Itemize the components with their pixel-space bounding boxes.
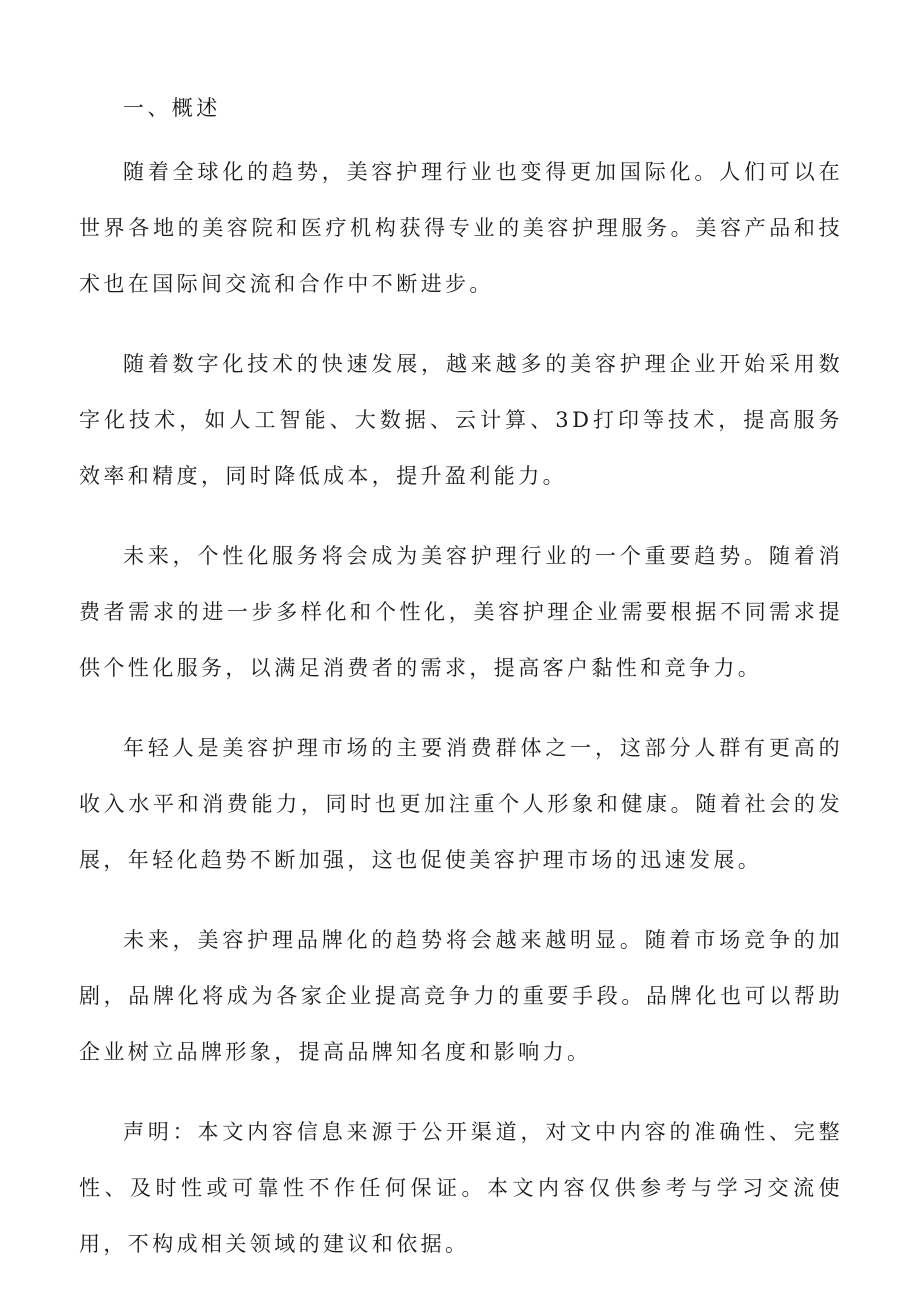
paragraph-globalization: 随着全球化的趋势，美容护理行业也变得更加国际化。人们可以在世界各地的美容院和医疗机构获得专业的美容护理服务。美容产品和技术也在国际间交流和合作中不断进步。	[79, 160, 843, 296]
paragraph-young-consumers: 年轻人是美容护理市场的主要消费群体之一，这部分人群有更高的收入水平和消费能力，同时也更加注重个人形象和健康。随着社会的发展，年轻化趋势不断加强，这也促使美容护理市场的迅速发展。	[79, 736, 843, 872]
section-heading: 一、概述	[123, 96, 221, 120]
paragraph-digitalization: 随着数字化技术的快速发展，越来越多的美容护理企业开始采用数字化技术，如人工智能、大数据、云计算、3D打印等技术，提高服务效率和精度，同时降低成本，提升盈利能力。	[79, 352, 843, 488]
paragraph-branding: 未来，美容护理品牌化的趋势将会越来越明显。随着市场竞争的加剧，品牌化将成为各家企业提高竞争力的重要手段。品牌化也可以帮助企业树立品牌形象，提高品牌知名度和影响力。	[79, 928, 843, 1064]
paragraph-disclaimer: 声明：本文内容信息来源于公开渠道，对文中内容的准确性、完整性、及时性或可靠性不作任何保证。本文内容仅供参考与学习交流使用，不构成相关领域的建议和依据。	[79, 1120, 843, 1256]
paragraph-personalization: 未来，个性化服务将会成为美容护理行业的一个重要趋势。随着消费者需求的进一步多样化和个性化，美容护理企业需要根据不同需求提供个性化服务，以满足消费者的需求，提高客户黏性和竞争力。	[79, 544, 843, 680]
document-body	[79, 88, 843, 1296]
